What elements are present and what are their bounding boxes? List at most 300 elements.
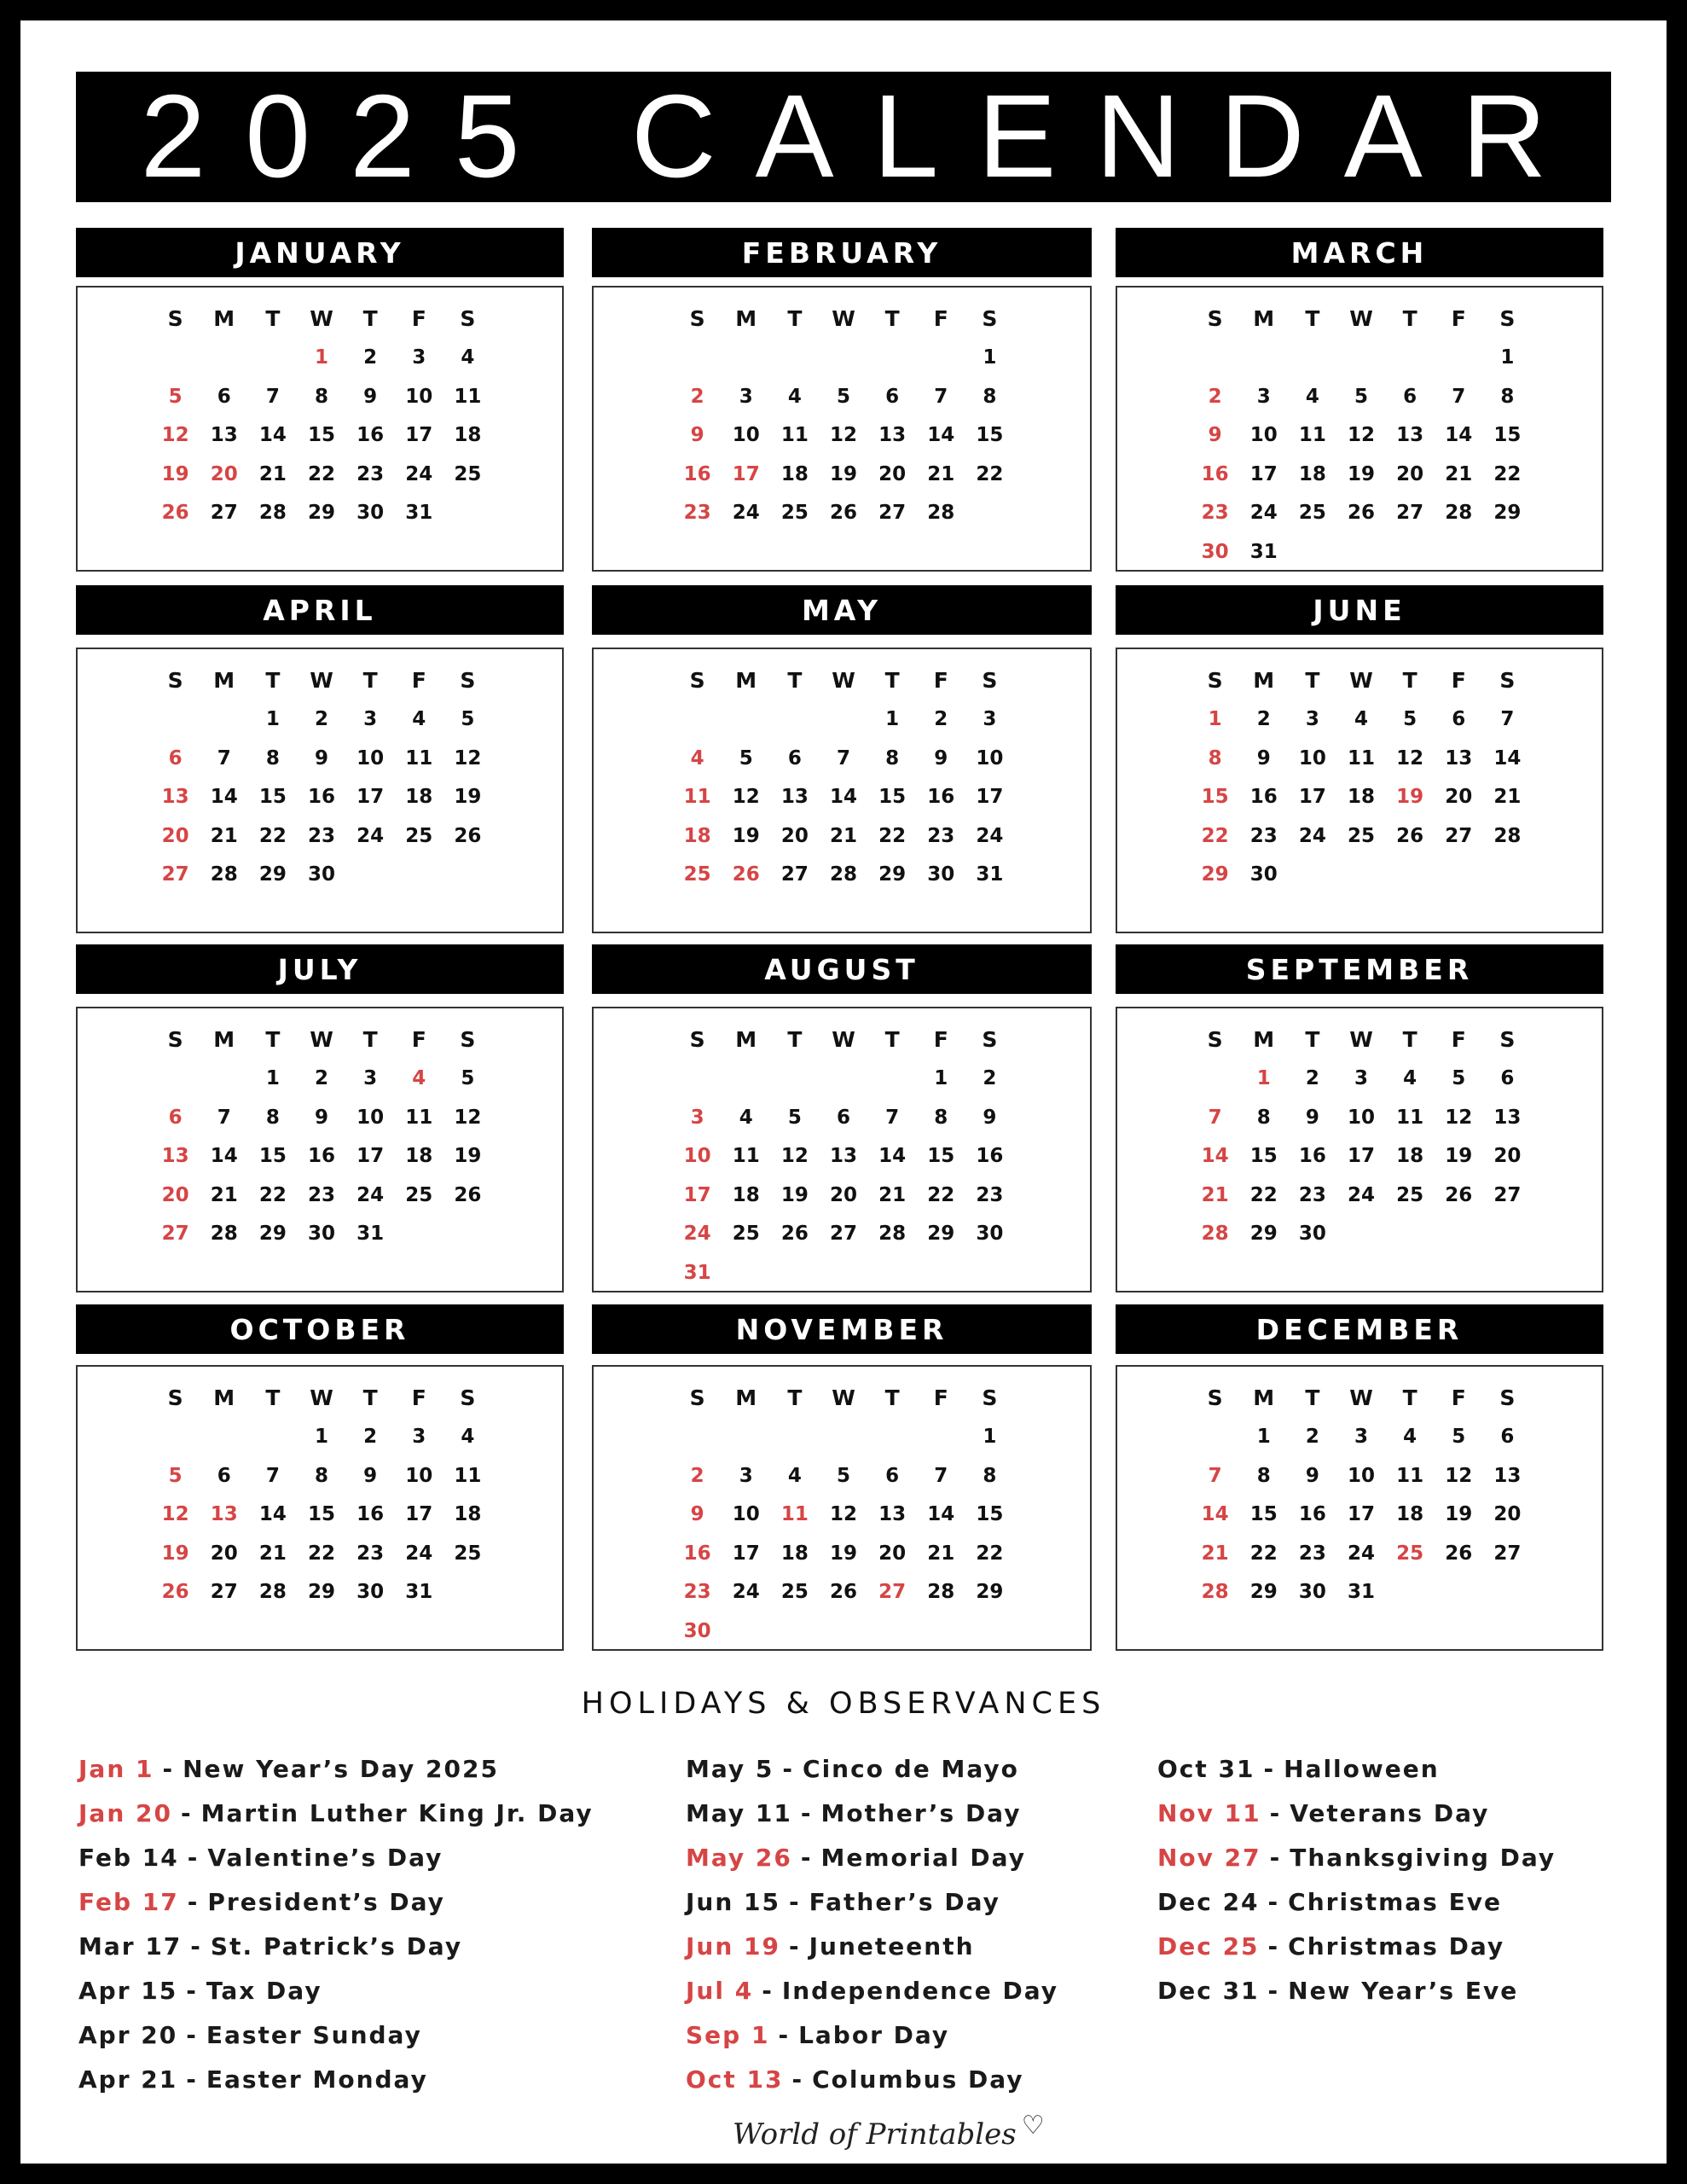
day-cell: 14 bbox=[210, 1145, 238, 1168]
day-cell: 9 bbox=[1305, 1464, 1319, 1487]
empty-cell bbox=[151, 1060, 200, 1099]
month-header-may: MAY bbox=[592, 585, 1092, 635]
weekday-label: S bbox=[689, 306, 705, 332]
day-cell: 30 bbox=[1201, 540, 1229, 563]
holiday-name: New Year’s Day 2025 bbox=[183, 1754, 499, 1783]
day-cell: 21 bbox=[1201, 1183, 1229, 1206]
holiday-separator: - bbox=[1267, 1931, 1280, 1960]
holiday-name: Father’s Day bbox=[809, 1887, 1000, 1916]
day-cell: 15 bbox=[1249, 1145, 1278, 1168]
holiday-separator: - bbox=[1267, 1887, 1280, 1916]
day-cell: 10 bbox=[357, 746, 385, 770]
day-cell: 20 bbox=[1493, 1145, 1522, 1168]
day-cell: 19 bbox=[161, 462, 189, 485]
day-cell: 31 bbox=[1249, 540, 1278, 563]
day-cell: 3 bbox=[363, 1067, 378, 1090]
day-cell: 22 bbox=[1249, 1542, 1278, 1565]
empty-cell bbox=[1386, 339, 1435, 378]
empty-cell bbox=[722, 1060, 770, 1099]
holiday-date: May 5 bbox=[686, 1754, 774, 1783]
day-cell: 15 bbox=[878, 786, 907, 809]
day-cell: 20 bbox=[1493, 1503, 1522, 1526]
day-cell: 29 bbox=[258, 863, 287, 886]
day-cell: 31 bbox=[683, 1261, 711, 1284]
holiday-item bbox=[686, 1791, 1058, 1835]
holiday-date: Nov 27 bbox=[1157, 1843, 1261, 1872]
day-cell: 26 bbox=[1347, 502, 1375, 525]
day-cell: 24 bbox=[683, 1223, 711, 1246]
day-cell: 18 bbox=[1298, 462, 1326, 485]
day-cell: 19 bbox=[1396, 786, 1424, 809]
day-cell: 5 bbox=[1452, 1067, 1466, 1090]
day-cell: 3 bbox=[1305, 708, 1319, 731]
day-cell: 16 bbox=[683, 462, 711, 485]
day-cell: 27 bbox=[1493, 1542, 1522, 1565]
holiday-name: Easter Monday bbox=[206, 2065, 428, 2094]
day-cell: 16 bbox=[927, 786, 955, 809]
day-cell: 27 bbox=[780, 863, 809, 886]
day-cell: 29 bbox=[307, 1581, 335, 1604]
empty-cell bbox=[673, 1418, 722, 1457]
day-cell: 3 bbox=[412, 346, 426, 369]
day-cell: 20 bbox=[1445, 786, 1473, 809]
day-cell: 2 bbox=[934, 708, 948, 731]
day-cell: 1 bbox=[934, 1067, 948, 1090]
weekday-label: S bbox=[1207, 1027, 1223, 1053]
day-cell: 27 bbox=[161, 1223, 189, 1246]
day-cell: 20 bbox=[161, 1183, 189, 1206]
month-box-september bbox=[1116, 1007, 1603, 1292]
weekday-label: S bbox=[689, 668, 705, 694]
day-cell: 22 bbox=[976, 1542, 1004, 1565]
day-cell: 12 bbox=[1347, 424, 1375, 447]
weekday-label: M bbox=[735, 1385, 757, 1411]
day-cell: 8 bbox=[983, 385, 997, 408]
holiday-item bbox=[686, 1879, 1058, 1924]
day-cell: 23 bbox=[307, 824, 335, 847]
day-cell: 3 bbox=[1354, 1067, 1368, 1090]
day-cell: 21 bbox=[927, 462, 955, 485]
day-cell: 6 bbox=[1500, 1067, 1515, 1090]
weekday-label: F bbox=[1451, 1385, 1466, 1411]
empty-cell bbox=[151, 700, 200, 740]
day-cell: 25 bbox=[683, 863, 711, 886]
weekday-label: F bbox=[933, 1385, 948, 1411]
day-cell: 27 bbox=[210, 1581, 238, 1604]
empty-cell bbox=[722, 700, 770, 740]
day-cell: 16 bbox=[976, 1145, 1004, 1168]
month-box-may bbox=[592, 648, 1092, 933]
day-cell: 28 bbox=[1201, 1581, 1229, 1604]
day-cell: 8 bbox=[1500, 385, 1515, 408]
day-cell: 21 bbox=[878, 1183, 907, 1206]
empty-cell bbox=[1191, 339, 1239, 378]
month-box-october bbox=[76, 1365, 564, 1651]
day-cell: 2 bbox=[1208, 385, 1222, 408]
day-cell: 25 bbox=[780, 502, 809, 525]
weekday-label: T bbox=[1402, 1027, 1417, 1053]
day-cell: 15 bbox=[258, 1145, 287, 1168]
day-cell: 22 bbox=[307, 462, 335, 485]
empty-cell bbox=[770, 1418, 819, 1457]
month-header-april: APRIL bbox=[76, 585, 564, 635]
day-cell: 7 bbox=[217, 746, 231, 770]
day-cell: 7 bbox=[1208, 1106, 1222, 1129]
day-cell: 24 bbox=[732, 502, 760, 525]
day-cell: 30 bbox=[357, 1581, 385, 1604]
day-cell: 27 bbox=[210, 502, 238, 525]
day-cell: 16 bbox=[1298, 1145, 1326, 1168]
day-cell: 1 bbox=[885, 708, 900, 731]
holiday-name: Cinco de Mayo bbox=[803, 1754, 1019, 1783]
day-cell: 12 bbox=[1445, 1106, 1473, 1129]
day-cell: 29 bbox=[258, 1223, 287, 1246]
day-cell: 13 bbox=[829, 1145, 857, 1168]
day-cell: 14 bbox=[210, 786, 238, 809]
day-cell: 31 bbox=[405, 1581, 433, 1604]
day-cell: 18 bbox=[405, 786, 433, 809]
holiday-date: Oct 31 bbox=[1157, 1754, 1255, 1783]
day-cell: 15 bbox=[927, 1145, 955, 1168]
weekday-label: T bbox=[787, 306, 803, 332]
day-cell: 31 bbox=[405, 502, 433, 525]
day-cell: 5 bbox=[1354, 385, 1368, 408]
day-cell: 28 bbox=[258, 502, 287, 525]
day-cell: 13 bbox=[878, 424, 907, 447]
day-cell: 17 bbox=[357, 1145, 385, 1168]
weekday-label: S bbox=[1207, 668, 1223, 694]
holiday-separator: - bbox=[1263, 1754, 1276, 1783]
day-cell: 6 bbox=[1403, 385, 1417, 408]
month-header-march: MARCH bbox=[1116, 228, 1603, 277]
day-cell: 21 bbox=[1493, 786, 1522, 809]
day-cell: 17 bbox=[1347, 1145, 1375, 1168]
day-cell: 22 bbox=[258, 1183, 287, 1206]
weekday-label: M bbox=[1253, 1385, 1275, 1411]
day-cell: 11 bbox=[732, 1145, 760, 1168]
day-cell: 30 bbox=[357, 502, 385, 525]
day-cell: 3 bbox=[739, 1464, 753, 1487]
day-cell: 17 bbox=[683, 1183, 711, 1206]
holiday-name: Veterans Day bbox=[1290, 1798, 1490, 1827]
weekday-label: S bbox=[982, 668, 998, 694]
day-cell: 17 bbox=[976, 786, 1004, 809]
day-cell: 15 bbox=[976, 1503, 1004, 1526]
day-cell: 1 bbox=[1208, 708, 1222, 731]
day-cell: 16 bbox=[357, 424, 385, 447]
day-cell: 23 bbox=[357, 462, 385, 485]
holiday-item bbox=[78, 2057, 594, 2101]
weekday-label: S bbox=[460, 306, 476, 332]
day-cell: 16 bbox=[1298, 1503, 1326, 1526]
day-cell: 22 bbox=[927, 1183, 955, 1206]
month-header-november: NOVEMBER bbox=[592, 1304, 1092, 1354]
month-box-march bbox=[1116, 286, 1603, 572]
day-cell: 20 bbox=[829, 1183, 857, 1206]
day-cell: 30 bbox=[1249, 863, 1278, 886]
empty-cell bbox=[200, 339, 248, 378]
day-cell: 28 bbox=[927, 1581, 955, 1604]
day-cell: 13 bbox=[1445, 746, 1473, 770]
weekday-label: W bbox=[1349, 306, 1373, 332]
holiday-name: Columbus Day bbox=[812, 2065, 1024, 2094]
day-cell: 24 bbox=[732, 1581, 760, 1604]
weekday-label: T bbox=[1402, 668, 1417, 694]
weekday-label: S bbox=[1207, 306, 1223, 332]
weekday-label: S bbox=[689, 1027, 705, 1053]
day-cell: 21 bbox=[1445, 462, 1473, 485]
day-cell: 24 bbox=[1298, 824, 1326, 847]
day-cell: 24 bbox=[976, 824, 1004, 847]
holidays-column bbox=[1157, 1746, 1556, 2013]
day-cell: 13 bbox=[161, 786, 189, 809]
empty-cell bbox=[200, 1418, 248, 1457]
holiday-separator: - bbox=[1267, 1976, 1280, 2005]
day-cell: 5 bbox=[739, 746, 753, 770]
holiday-item bbox=[686, 2057, 1058, 2101]
holiday-date: May 11 bbox=[686, 1798, 792, 1827]
day-cell: 20 bbox=[780, 824, 809, 847]
day-cell: 25 bbox=[732, 1223, 760, 1246]
day-cell: 21 bbox=[258, 1542, 287, 1565]
holiday-item bbox=[1157, 1924, 1556, 1968]
day-cell: 11 bbox=[1347, 746, 1375, 770]
holiday-date: Mar 17 bbox=[78, 1931, 183, 1960]
day-cell: 10 bbox=[1298, 746, 1326, 770]
weekday-label: T bbox=[265, 1385, 281, 1411]
day-cell: 21 bbox=[210, 1183, 238, 1206]
holiday-separator: - bbox=[1269, 1843, 1282, 1872]
day-cell: 4 bbox=[787, 1464, 802, 1487]
weekday-label: W bbox=[1349, 1027, 1373, 1053]
day-cell: 28 bbox=[210, 863, 238, 886]
holiday-name: Martin Luther King Jr. Day bbox=[200, 1798, 594, 1827]
weekday-label: T bbox=[362, 306, 378, 332]
day-cell: 3 bbox=[739, 385, 753, 408]
day-cell: 8 bbox=[314, 385, 328, 408]
day-cell: 15 bbox=[1493, 424, 1522, 447]
day-cell: 14 bbox=[878, 1145, 907, 1168]
day-cell: 1 bbox=[983, 346, 997, 369]
day-cell: 29 bbox=[307, 502, 335, 525]
day-cell: 4 bbox=[412, 1067, 426, 1090]
day-cell: 22 bbox=[307, 1542, 335, 1565]
month-box-august bbox=[592, 1007, 1092, 1292]
holiday-separator: - bbox=[778, 2020, 791, 2049]
holiday-date: Apr 21 bbox=[78, 2065, 178, 2094]
day-cell: 5 bbox=[787, 1106, 802, 1129]
day-cell: 25 bbox=[454, 1542, 482, 1565]
weekday-label: F bbox=[1451, 668, 1466, 694]
day-cell: 11 bbox=[780, 1503, 809, 1526]
holiday-item bbox=[78, 1968, 594, 2013]
day-cell: 8 bbox=[265, 1106, 280, 1129]
weekday-label: M bbox=[213, 1027, 235, 1053]
day-cell: 2 bbox=[983, 1067, 997, 1090]
day-cell: 12 bbox=[454, 746, 482, 770]
weekday-label: T bbox=[1305, 1385, 1320, 1411]
day-cell: 23 bbox=[357, 1542, 385, 1565]
day-grid bbox=[673, 1020, 1014, 1292]
day-cell: 12 bbox=[829, 1503, 857, 1526]
day-cell: 4 bbox=[461, 346, 475, 369]
day-cell: 13 bbox=[780, 786, 809, 809]
day-cell: 14 bbox=[1445, 424, 1473, 447]
day-cell: 22 bbox=[258, 824, 287, 847]
day-cell: 30 bbox=[927, 863, 955, 886]
day-cell: 8 bbox=[885, 746, 900, 770]
day-cell: 30 bbox=[683, 1619, 711, 1642]
empty-cell bbox=[770, 339, 819, 378]
day-cell: 6 bbox=[168, 746, 183, 770]
weekday-label: F bbox=[411, 306, 426, 332]
day-cell: 4 bbox=[739, 1106, 753, 1129]
day-cell: 13 bbox=[210, 424, 238, 447]
holiday-name: Christmas Eve bbox=[1288, 1887, 1502, 1916]
day-cell: 19 bbox=[1445, 1503, 1473, 1526]
day-cell: 19 bbox=[454, 1145, 482, 1168]
holiday-item bbox=[686, 1746, 1058, 1791]
weekday-label: T bbox=[1402, 306, 1417, 332]
weekday-label: F bbox=[1451, 1027, 1466, 1053]
day-cell: 24 bbox=[357, 824, 385, 847]
day-cell: 23 bbox=[927, 824, 955, 847]
weekday-label: F bbox=[933, 306, 948, 332]
month-header-june: JUNE bbox=[1116, 585, 1603, 635]
holiday-item bbox=[1157, 1968, 1556, 2013]
holidays-column bbox=[78, 1746, 594, 2101]
day-cell: 7 bbox=[1452, 385, 1466, 408]
day-cell: 26 bbox=[732, 863, 760, 886]
empty-cell bbox=[1191, 1418, 1239, 1457]
weekday-label: S bbox=[167, 306, 183, 332]
day-cell: 7 bbox=[217, 1106, 231, 1129]
day-cell: 6 bbox=[1452, 708, 1466, 731]
day-cell: 25 bbox=[1396, 1542, 1424, 1565]
empty-cell bbox=[770, 1060, 819, 1099]
day-cell: 16 bbox=[307, 786, 335, 809]
day-cell: 18 bbox=[780, 462, 809, 485]
weekday-label: W bbox=[832, 668, 855, 694]
weekday-label: W bbox=[310, 306, 333, 332]
empty-cell bbox=[722, 1418, 770, 1457]
day-cell: 23 bbox=[1249, 824, 1278, 847]
day-cell: 29 bbox=[878, 863, 907, 886]
day-cell: 6 bbox=[836, 1106, 850, 1129]
weekday-label: T bbox=[362, 1027, 378, 1053]
empty-cell bbox=[1239, 339, 1288, 378]
empty-cell bbox=[868, 1418, 917, 1457]
holiday-separator: - bbox=[186, 1976, 198, 2005]
day-cell: 19 bbox=[780, 1183, 809, 1206]
holidays-title: HOLIDAYS & OBSERVANCES bbox=[581, 1687, 1106, 1721]
day-cell: 4 bbox=[1403, 1426, 1417, 1449]
day-cell: 31 bbox=[1347, 1581, 1375, 1604]
holiday-item bbox=[78, 1835, 594, 1879]
holiday-name: Independence Day bbox=[781, 1976, 1058, 2005]
holiday-separator: - bbox=[162, 1754, 175, 1783]
day-cell: 18 bbox=[732, 1183, 760, 1206]
day-cell: 23 bbox=[976, 1183, 1004, 1206]
holiday-separator: - bbox=[762, 1976, 774, 2005]
day-cell: 9 bbox=[314, 746, 328, 770]
day-cell: 28 bbox=[1493, 824, 1522, 847]
day-cell: 1 bbox=[1256, 1067, 1271, 1090]
weekday-label: W bbox=[832, 1385, 855, 1411]
day-cell: 11 bbox=[1396, 1464, 1424, 1487]
day-cell: 18 bbox=[1347, 786, 1375, 809]
day-cell: 20 bbox=[210, 1542, 238, 1565]
holiday-date: May 26 bbox=[686, 1843, 792, 1872]
day-cell: 24 bbox=[1249, 502, 1278, 525]
day-cell: 25 bbox=[1298, 502, 1326, 525]
holiday-item bbox=[686, 1924, 1058, 1968]
heart-icon: ♡ bbox=[1021, 2110, 1045, 2140]
day-cell: 2 bbox=[1256, 708, 1271, 731]
day-cell: 17 bbox=[1249, 462, 1278, 485]
day-cell: 13 bbox=[1493, 1106, 1522, 1129]
day-cell: 11 bbox=[405, 746, 433, 770]
day-cell: 27 bbox=[161, 863, 189, 886]
day-cell: 14 bbox=[258, 1503, 287, 1526]
holiday-date: Sep 1 bbox=[686, 2020, 770, 2049]
day-cell: 5 bbox=[461, 1067, 475, 1090]
day-cell: 12 bbox=[1445, 1464, 1473, 1487]
weekday-label: M bbox=[213, 306, 235, 332]
weekday-label: S bbox=[1499, 668, 1516, 694]
day-cell: 20 bbox=[878, 462, 907, 485]
day-cell: 29 bbox=[1249, 1581, 1278, 1604]
day-cell: 18 bbox=[454, 424, 482, 447]
empty-cell bbox=[1191, 1060, 1239, 1099]
weekday-label: T bbox=[362, 1385, 378, 1411]
day-cell: 10 bbox=[405, 385, 433, 408]
weekday-label: T bbox=[265, 306, 281, 332]
day-cell: 24 bbox=[357, 1183, 385, 1206]
day-cell: 5 bbox=[836, 1464, 850, 1487]
day-cell: 25 bbox=[1396, 1183, 1424, 1206]
holiday-date: Jul 4 bbox=[686, 1976, 754, 2005]
holiday-separator: - bbox=[791, 2065, 804, 2094]
day-cell: 22 bbox=[1201, 824, 1229, 847]
day-cell: 21 bbox=[829, 824, 857, 847]
month-box-november bbox=[592, 1365, 1092, 1651]
weekday-label: M bbox=[1253, 306, 1275, 332]
day-cell: 5 bbox=[1452, 1426, 1466, 1449]
month-header-august: AUGUST bbox=[592, 944, 1092, 994]
holiday-item bbox=[78, 1791, 594, 1835]
holiday-date: Nov 11 bbox=[1157, 1798, 1261, 1827]
empty-cell bbox=[868, 339, 917, 378]
day-cell: 19 bbox=[1445, 1145, 1473, 1168]
weekday-label: T bbox=[884, 1385, 900, 1411]
holiday-separator: - bbox=[800, 1843, 813, 1872]
day-cell: 2 bbox=[363, 1426, 378, 1449]
holiday-date: Jun 15 bbox=[686, 1887, 780, 1916]
weekday-label: T bbox=[1305, 306, 1320, 332]
holiday-separator: - bbox=[782, 1754, 795, 1783]
day-cell: 29 bbox=[927, 1223, 955, 1246]
day-cell: 7 bbox=[265, 385, 280, 408]
day-cell: 7 bbox=[934, 385, 948, 408]
day-grid bbox=[673, 299, 1014, 532]
month-header-january: JANUARY bbox=[76, 228, 564, 277]
day-cell: 7 bbox=[265, 1464, 280, 1487]
day-cell: 18 bbox=[454, 1503, 482, 1526]
calendar-page bbox=[20, 20, 1667, 2164]
weekday-label: M bbox=[735, 668, 757, 694]
day-cell: 20 bbox=[878, 1542, 907, 1565]
